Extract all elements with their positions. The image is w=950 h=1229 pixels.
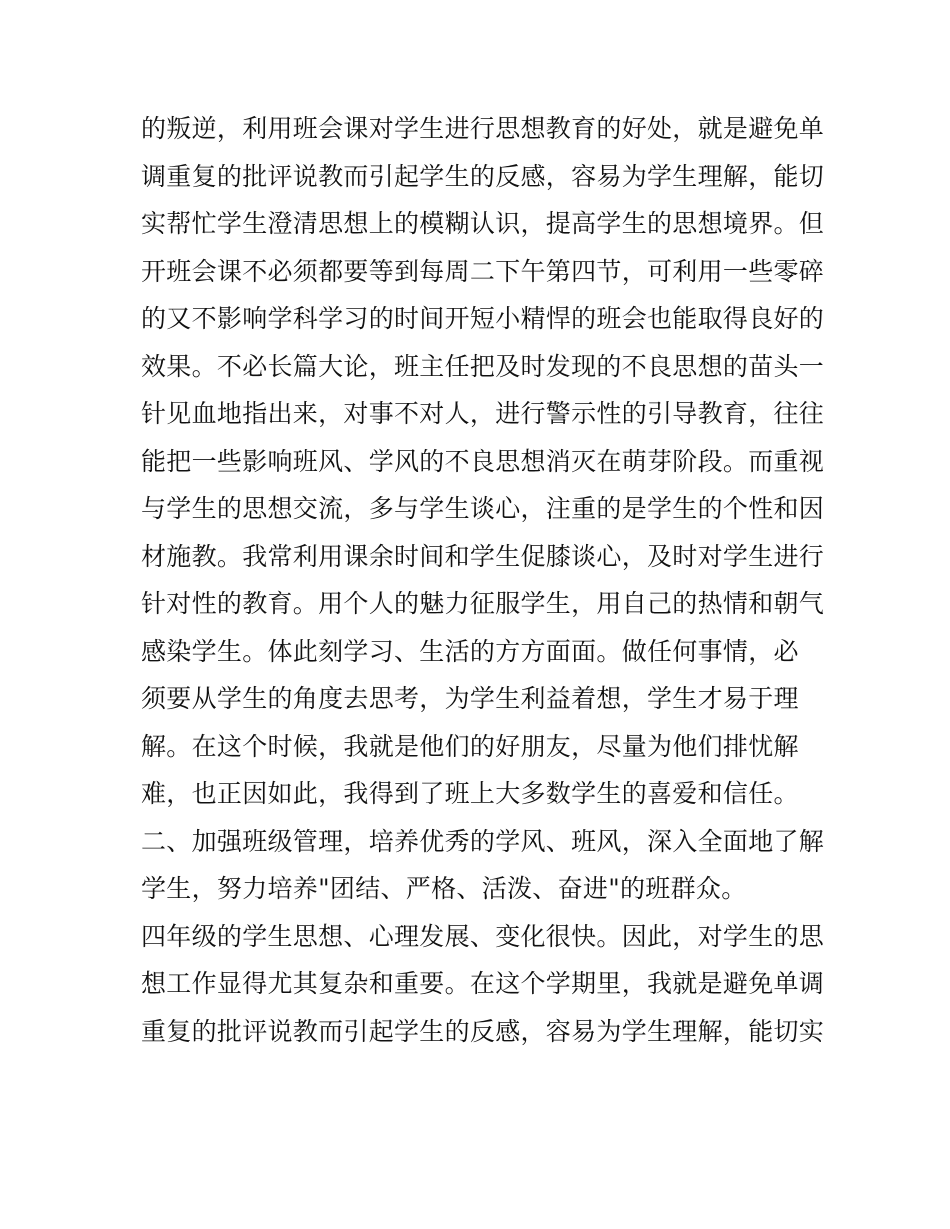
text-line: 感染学生。体此刻学习、生活的方方面面。做任何事情，必 bbox=[141, 636, 799, 666]
text-line: 学生，努力培养"团结、严格、活泼、奋进"的班群众。 bbox=[141, 874, 747, 903]
body-text bbox=[141, 105, 825, 1055]
text-line: 能把一些影响班风、学风的不良思想消灭在萌芽阶段。而重视 bbox=[141, 446, 825, 476]
text-line: 须要从学生的角度去思考，为学生利益着想，学生才易于理 bbox=[141, 684, 799, 713]
text-line: 调重复的批评说教而引起学生的反感，容易为学生理解，能切 bbox=[141, 161, 825, 191]
text-line: 解。在这个时候，我就是他们的好朋友，尽量为他们排忧解 bbox=[141, 731, 799, 761]
text-line: 的叛逆，利用班会课对学生进行思想教育的好处，就是避免单 bbox=[141, 114, 825, 143]
text-line: 难，也正因如此，我得到了班上大多数学生的喜爱和信任。 bbox=[141, 779, 799, 808]
text-line: 二、加强班级管理，培养优秀的学风、班风，深入全面地了解 bbox=[141, 826, 825, 856]
text-line: 开班会课不必须都要等到每周二下午第四节，可利用一些零碎 bbox=[141, 256, 825, 286]
text-line: 效果。不必长篇大论，班主任把及时发现的不良思想的苗头一 bbox=[141, 351, 825, 381]
text-line: 重复的批评说教而引起学生的反感，容易为学生理解，能切实 bbox=[141, 1016, 825, 1046]
text-line: 针见血地指出来，对事不对人，进行警示性的引导教育，往往 bbox=[141, 399, 825, 428]
text-line: 针对性的教育。用个人的魅力征服学生，用自己的热情和朝气 bbox=[141, 589, 825, 618]
text-line: 材施教。我常利用课余时间和学生促膝谈心，及时对学生进行 bbox=[141, 541, 825, 571]
text-line: 实帮忙学生澄清思想上的模糊认识，提高学生的思想境界。但 bbox=[141, 209, 825, 238]
text-line: 的又不影响学科学习的时间开短小精悍的班会也能取得良好的 bbox=[141, 304, 825, 333]
text-line: 想工作显得尤其复杂和重要。在这个学期里，我就是避免单调 bbox=[141, 969, 825, 998]
text-line: 与学生的思想交流，多与学生谈心，注重的是学生的个性和因 bbox=[141, 494, 825, 523]
text-line: 四年级的学生思想、心理发展、变化很快。因此，对学生的思 bbox=[141, 921, 825, 951]
